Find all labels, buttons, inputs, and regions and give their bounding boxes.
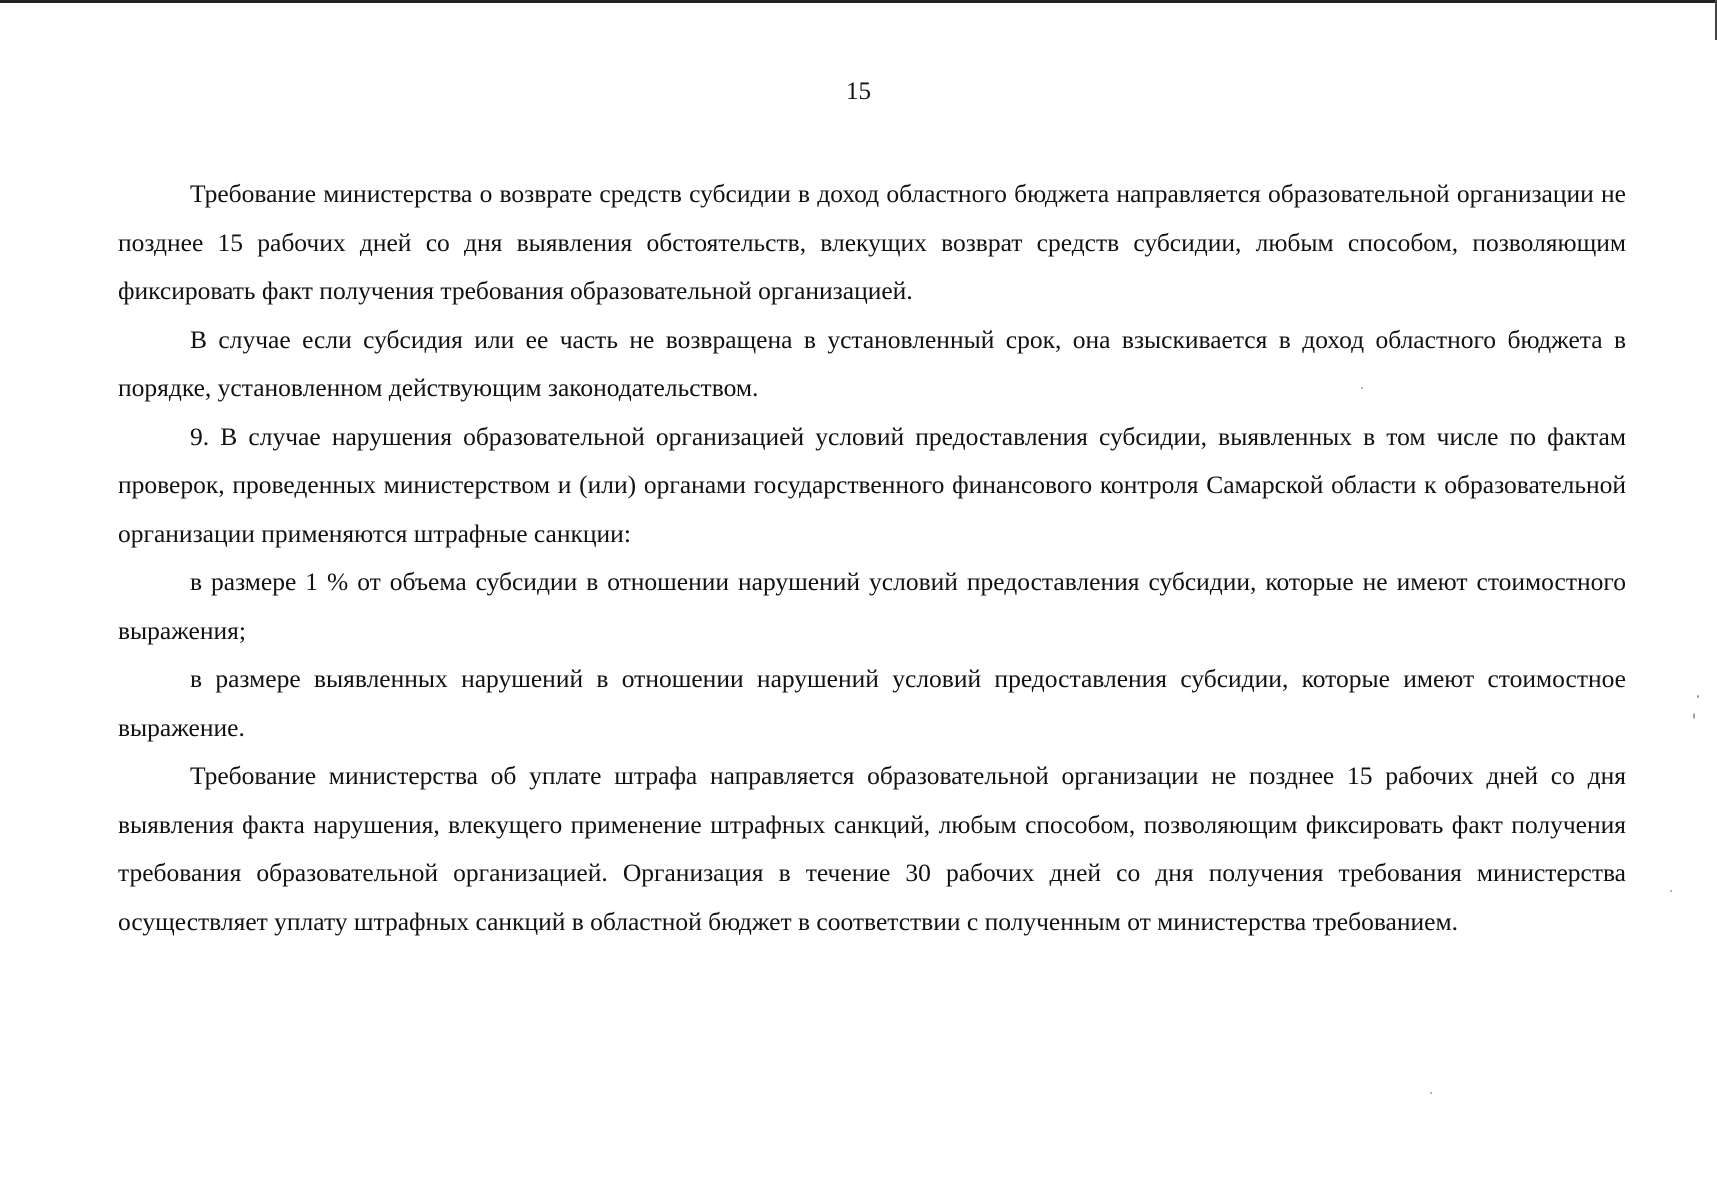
paragraph-penalty-monetary: в размере выявленных нарушений в отношении нарушений условий предоставления субсидии, которые имеют стоимостное выражение. [118, 664, 1626, 742]
page-top-border [0, 0, 1717, 3]
scan-speck [1430, 1092, 1432, 1094]
paragraph-fine-payment-requirement: Требование министерства об уплате штрафа направляется образовательной организации не позднее 15 рабочих дней со дня выявления факта нарушения, влекущего применение штрафных санкций, любым способом, позволяющим фиксировать факт получения требования образовательной организацией. Организация в течение 30 рабочих дней со дня получения требования министерства осуществляет уплату штрафных санкций в областной бюджет в соответствии с полученным от министерства требованием. [118, 761, 1626, 936]
paragraph-item-9-violations: 9. В случае нарушения образовательной организацией условий предоставления субсидии, выявленных в том числе по фактам проверок, проведенных министерством и (или) органами государственного финансового контроля Самарской области к образовательной организации применяются штрафные санкции: [118, 421, 1626, 548]
scan-speck [1670, 890, 1672, 892]
page-number: 15 [846, 78, 871, 105]
scan-speck [1361, 387, 1363, 389]
paragraph-refund-enforcement: В случае если субсидия или ее часть не возвращена в установленный срок, она взыскивается в доход областного бюджета в порядке, установленном действующим законодательством. [118, 324, 1626, 402]
paragraph-penalty-non-monetary: в размере 1 % от объема субсидии в отношении нарушений условий предоставления субсидии, которые не имеют стоимостного выражения; [118, 567, 1626, 645]
scan-speck [1693, 713, 1695, 719]
scan-speck [1697, 695, 1699, 698]
document-body [118, 170, 1626, 946]
paragraph-refund-requirement: Требование министерства о возврате средств субсидии в доход областного бюджета направляется образовательной организации не позднее 15 рабочих дней со дня выявления обстоятельств, влекущих возврат средств субсидии, любым способом, позволяющим фиксировать факт получения требования образовательной организацией. [118, 179, 1626, 305]
